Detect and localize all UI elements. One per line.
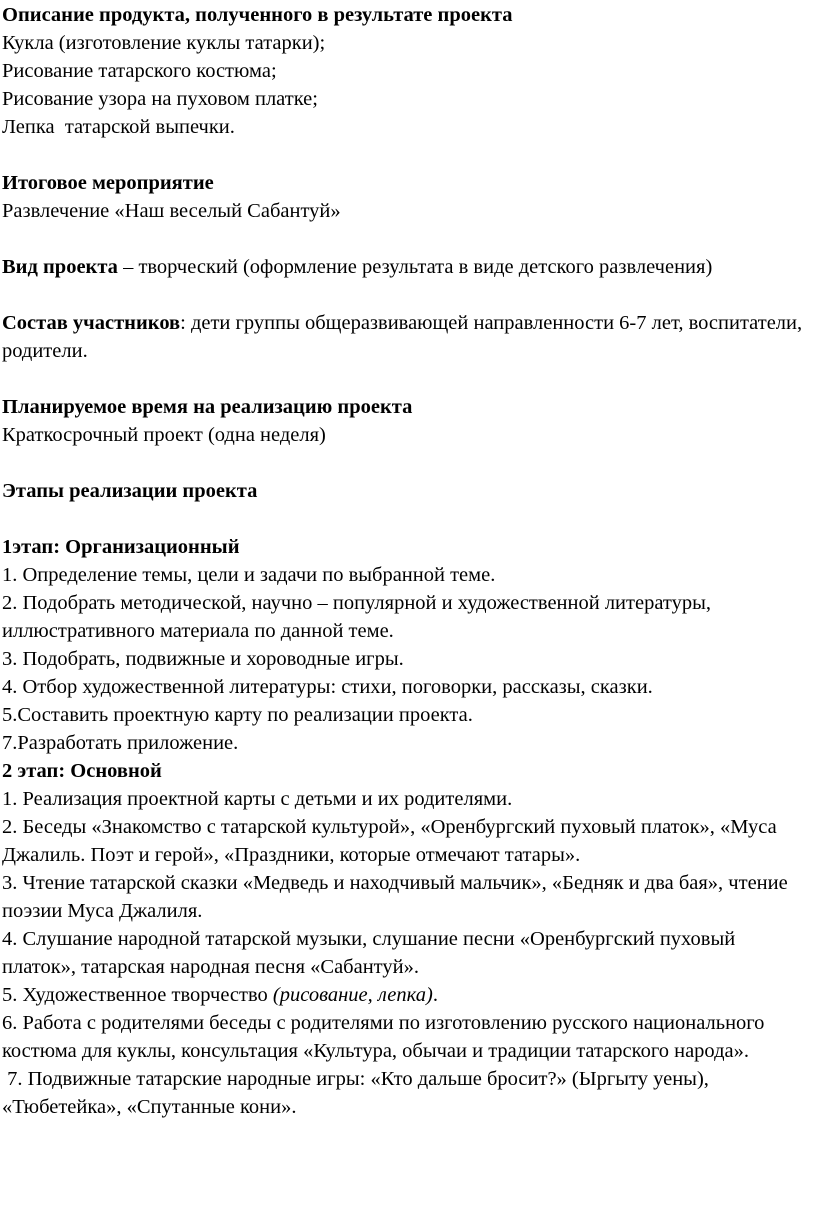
- stage1-item: 2. Подобрать методической, научно – популярной и художественной литературы, иллюстративного материала по данной теме.: [2, 592, 711, 642]
- stage2-item: 6. Работа с родителями беседы с родителями по изготовлению русского национального костюма для куклы, консультация «Культура, обычаи и традиции татарского народа».: [2, 1012, 765, 1062]
- product-item: Рисование узора на пуховом платке;: [2, 88, 318, 110]
- stages-heading: Этапы реализации проекта: [2, 480, 258, 502]
- spacer: [2, 225, 814, 253]
- stage2-item: 7. Подвижные татарские народные игры: «Кто дальше бросит?» (Ыргыту уены), «Тюбетейка», «Спутанные кони».: [2, 1068, 715, 1118]
- product-item: Кукла (изготовление куклы татарки);: [2, 32, 326, 54]
- stage2-item: 3. Чтение татарской сказки «Медведь и находчивый мальчик», «Бедняк и два бая», чтение поэзии Муса Джалиля.: [2, 872, 788, 922]
- project-type-label: Вид проекта: [2, 256, 118, 278]
- stage2-item: 1. Реализация проектной карты с детьми и их родителями.: [2, 788, 513, 810]
- product-heading: Описание продукта, полученного в результате проекта: [2, 4, 513, 26]
- spacer: [2, 505, 814, 533]
- event-text: Развлечение «Наш веселый Сабантуй»: [2, 200, 341, 222]
- spacer: [2, 365, 814, 393]
- participants-paragraph: [2, 309, 814, 365]
- participants-label: Состав участников: [2, 312, 181, 334]
- stage2-item5-suffix: .: [432, 984, 438, 1006]
- participants-text: : дети группы общеразвивающей направленности 6-7 лет, воспитатели, родители.: [2, 312, 803, 362]
- product-item: Лепка татарской выпечки.: [2, 116, 235, 138]
- product-item: Рисование татарского костюма;: [2, 60, 277, 82]
- stage1-item: 7.Разработать приложение.: [2, 732, 239, 754]
- spacer: [2, 281, 814, 309]
- stage1-item: 4. Отбор художественной литературы: стихи, поговорки, рассказы, сказки.: [2, 676, 653, 698]
- timeline-heading: Планируемое время на реализацию проекта: [2, 396, 413, 418]
- timeline-text: Краткосрочный проект (одна неделя): [2, 424, 326, 446]
- stage1-item: 3. Подобрать, подвижные и хороводные игры.: [2, 648, 404, 670]
- stage2-item: 2. Беседы «Знакомство с татарской культурой», «Оренбургский пуховый платок», «Муса Джалиль. Поэт и герой», «Праздники, которые отмечают татары».: [2, 816, 777, 866]
- project-type-text: – творческий (оформление результата в виде детского развлечения): [117, 256, 713, 278]
- stage2-item5-prefix: 5. Художественное творчество: [2, 984, 273, 1006]
- stage1-item: 5.Составить проектную карту по реализации проекта.: [2, 704, 473, 726]
- project-type-paragraph: [2, 253, 814, 281]
- stage2-heading: 2 этап: Основной: [2, 760, 162, 782]
- spacer: [2, 141, 814, 169]
- stage2-item: 4. Слушание народной татарской музыки, слушание песни «Оренбургский пуховый платок», татарская народная песня «Сабантуй».: [2, 928, 736, 978]
- stage2-item: [2, 981, 814, 1009]
- stage1-item: 1. Определение темы, цели и задачи по выбранной теме.: [2, 564, 496, 586]
- stage1-heading: 1этап: Организационный: [2, 536, 240, 558]
- event-heading: Итоговое мероприятие: [2, 172, 214, 194]
- stage2-item5-italic: (рисование, лепка): [272, 984, 433, 1006]
- spacer: [2, 449, 814, 477]
